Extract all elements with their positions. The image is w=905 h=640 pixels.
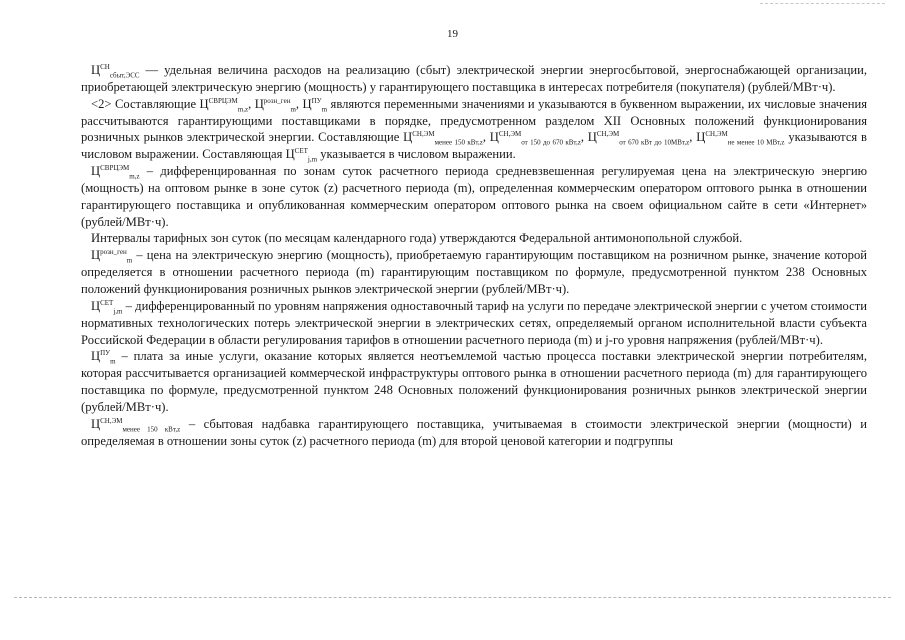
paragraph-sbyt-ess: $Ц^{СН}_{сбыт,ЭСС}$ — удельная величина расходов на реализацию (сбыт) электрической энергии энергосбытовой, энергоснабжающей организации, приобретающей электрическую энергию (мощность) у гарантирующего поставщика в интересах потребителя (покупателя) (рублей/МВт·ч). xyxy=(81,62,867,94)
page-number: 19 xyxy=(447,28,458,40)
paragraph-set: $Ц^{СЕТ}_{j,m}$ – дифференцированный по уровням напряжения одноставочный тариф на услуги по передаче электрической энергии с учетом стоимости нормативных технологических потерь электрической энергии в электрических сетях, определяемый органом исполнительной власти субъекта Российской Федерации в области регулирования тарифов в отношении расчетного периода (m) и j-го уровня напряжения (рублей/МВт·ч). xyxy=(81,298,867,347)
paragraph-note-2: <2> Составляющие $Ц^{СВРЦЭМ}_{m,z}$, $Ц^{розн\_ген}_m$, $Ц^{ПУ}_m$ являются переменными значениями и указываются в буквенном выражении, их числовые значения рассчитываются гарантирующими поставщиками в порядке, предусмотренном разделом XII Основных положений функционирования розничных рынков электрической энергии. Составляющие $Ц^{СН,ЭМ}_{менее 150 кВт,z}$, $Ц^{СН,ЭМ}_{от 150 до 670 кВт,z}$, $Ц^{СН,ЭМ}_{от 670 кВт до 10МВт,z}$, $Ц^{СН,ЭМ}_{не менее 10 МВт,z}$ указываются в числовом выражении. Составляющая $Ц^{СЕТ}_{j,m}$ указывается в числовом выражении. xyxy=(81,96,867,164)
symbol-c-rozn-gen: $Ц^{розн\_ген}_m$ xyxy=(254,96,296,114)
symbol-c-sbyt-ess: $Ц^{СН}_{сбыт,ЭСС}$ xyxy=(91,62,140,80)
symbol-c-sn-less-150-def: $Ц^{СН,ЭМ}_{менее 150 кВт,z}$ xyxy=(91,416,181,434)
document-body xyxy=(81,62,867,449)
symbol-c-sn-670-10mw: $Ц^{СН,ЭМ}_{от 670 кВт до 10МВт,z}$ xyxy=(587,130,690,147)
symbol-c-sn-over-10mw: $Ц^{СН,ЭМ}_{не менее 10 МВт,z}$ xyxy=(696,130,785,147)
symbol-c-pu: $Ц^{ПУ}_m$ xyxy=(302,96,328,114)
scan-bottom-edge xyxy=(14,597,891,598)
paragraph-tariff-zones: Интервалы тарифных зон суток (по месяцам календарного года) утверждаются Федеральной антимонопольной службой. xyxy=(91,231,743,246)
paragraph-rozn-gen: $Ц^{розн\_ген}_m$ – цена на электрическую энергию (мощность), приобретаемую гарантирующим поставщиком на розничном рынке, значение которой определяется в отношении расчетного периода (m) гарантирующим поставщиком по формуле, предусмотренной пунктом 238 Основных положений функционирования розничных рынков электрической энергии (рублей/МВт·ч). xyxy=(81,248,867,296)
symbol-c-set: $Ц^{СЕТ}_{j,m}$ xyxy=(285,147,318,164)
symbol-c-sn-less-150: $Ц^{СН,ЭМ}_{менее 150 кВт,z}$ xyxy=(403,130,483,147)
symbol-c-rozn-gen-def: $Ц^{розн\_ген}_m$ xyxy=(91,248,133,265)
symbol-c-set-def: $Ц^{СЕТ}_{j,m}$ xyxy=(91,298,123,316)
symbol-c-svrcem: $Ц^{СВРЦЭМ}_{m,z}$ xyxy=(199,96,249,114)
symbol-c-pu-def: $Ц^{ПУ}_m$ xyxy=(91,349,116,366)
scan-edge-line xyxy=(760,3,885,4)
paragraph-pu: $Ц^{ПУ}_m$ – плата за иные услуги, оказание которых является неотъемлемой частью процесса поставки электрической энергии потребителям, которая рассчитывается организацией коммерческой инфраструктуры оптового рынка в отношении расчетного периода (m) для гарантирующего поставщика по формуле, предусмотренной пунктом 248 Основных положений функционирования розничных рынков электрической энергии (рублей/МВт·ч). xyxy=(81,349,867,414)
paragraph-svrcem: $Ц^{СВРЦЭМ}_{m,z}$ – дифференцированная по зонам суток расчетного периода средневзвешенная регулируемая цена на электрическую энергию (мощность) на оптовом рынке в зоне суток (z) расчетного периода (m), определенная коммерческим оператором оптового рынка в отношении гарантирующего поставщика и опубликованная коммерческим оператором оптового рынка на своем официальном сайте в сети «Интернет» (рублей/МВт·ч). xyxy=(81,163,867,229)
paragraph-sn-less-150: $Ц^{СН,ЭМ}_{менее 150 кВт,z}$ – сбытовая надбавка гарантирующего поставщика, учитываемая в стоимости электрической энергии (мощности) и определяемая в отношении зоны суток (z) расчетного периода (m) для второй ценовой категории и подгруппы xyxy=(81,416,867,448)
symbol-c-svrcem-def: $Ц^{СВРЦЭМ}_{m,z}$ xyxy=(91,163,140,181)
symbol-c-sn-150-670: $Ц^{СН,ЭМ}_{от 150 до 670 кВт,z}$ xyxy=(489,130,581,147)
